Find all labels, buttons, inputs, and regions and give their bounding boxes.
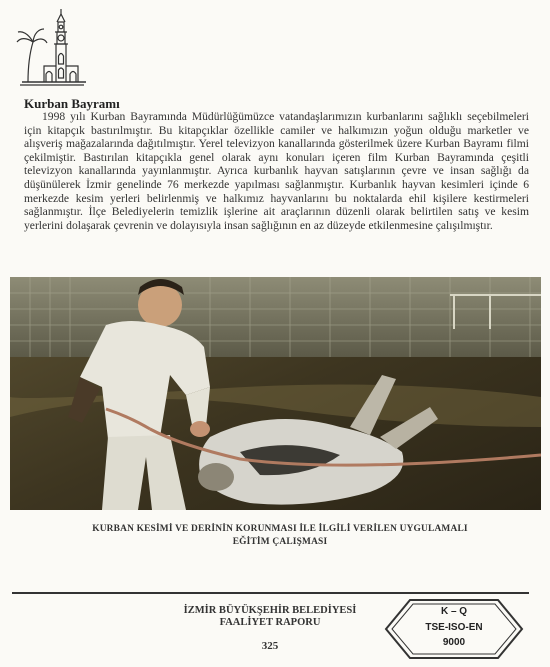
stamp-line-number: 9000 xyxy=(442,637,466,648)
footer-report-name: FAALİYET RAPORU xyxy=(219,617,321,628)
section-title: Kurban Bayramı xyxy=(24,96,120,111)
section-body: 1998 yılı Kurban Bayramında Müdürlüğümüzce vatandaşlarımızın kurbanlarını sağlıklı seçebilmeleri için kitapçık bastırılmıştır. Bu kitapçıklar özellikle camiler ve halkımızın yoğun olduğu marketler ve alışveriş mağazalarında dağıtılmıştır. Yerel televizyon kanallarında gösterilmek üzere Kurban Bayramı filmi çekilmiştir. Bastırılan kitapçıkla genel olarak aynı konuları içeren film Kurban Bayramında çeşitli televizyon kanallarında yayınlanmıştır. Ayrıca kurbanlık hayvan satışlarının çevre ve insan sağlığı da düşünülerek İzmir genelinde 76 merkezde yapılması sağlanmıştır. Kurbanlık hayvan kesimleri içinde 6 merkezde kesim yerleri belirlenmiş ve halkımız hayvanlarını bu noktalarda ehil kişilere kestirmeleri sağlanmıştır. İlçe Belediyelerin temizlik işlerine ait araçlarının düzenli olarak belirtilen satış ve kesim yerlerini dolaşarak çevrenin ve dolayısıyla insan sağlığının en az düzeyde etkilenmesine çalışılmıştır. xyxy=(24,110,529,232)
page-number: 325 xyxy=(261,640,279,652)
stamp-line-standard: TSE-ISO-EN xyxy=(425,622,483,633)
stamp-line-kq: K – Q xyxy=(440,606,468,617)
footer-divider xyxy=(12,592,529,594)
photo-caption-line1: KURBAN KESİMİ VE DERİNİN KORUNMASI İLE İLGİLİ VERİLEN UYGULAMALI xyxy=(92,524,468,534)
photo-caption-line2: EĞİTİM ÇALIŞMASI xyxy=(232,536,328,547)
clock-tower-icon xyxy=(14,4,88,86)
quality-stamp xyxy=(384,598,524,660)
footer-organization xyxy=(150,605,390,629)
photograph xyxy=(10,277,541,510)
footer-org-name: İZMİR BÜYÜKŞEHİR BELEDİYESİ xyxy=(183,605,357,616)
photo-caption xyxy=(30,523,530,548)
